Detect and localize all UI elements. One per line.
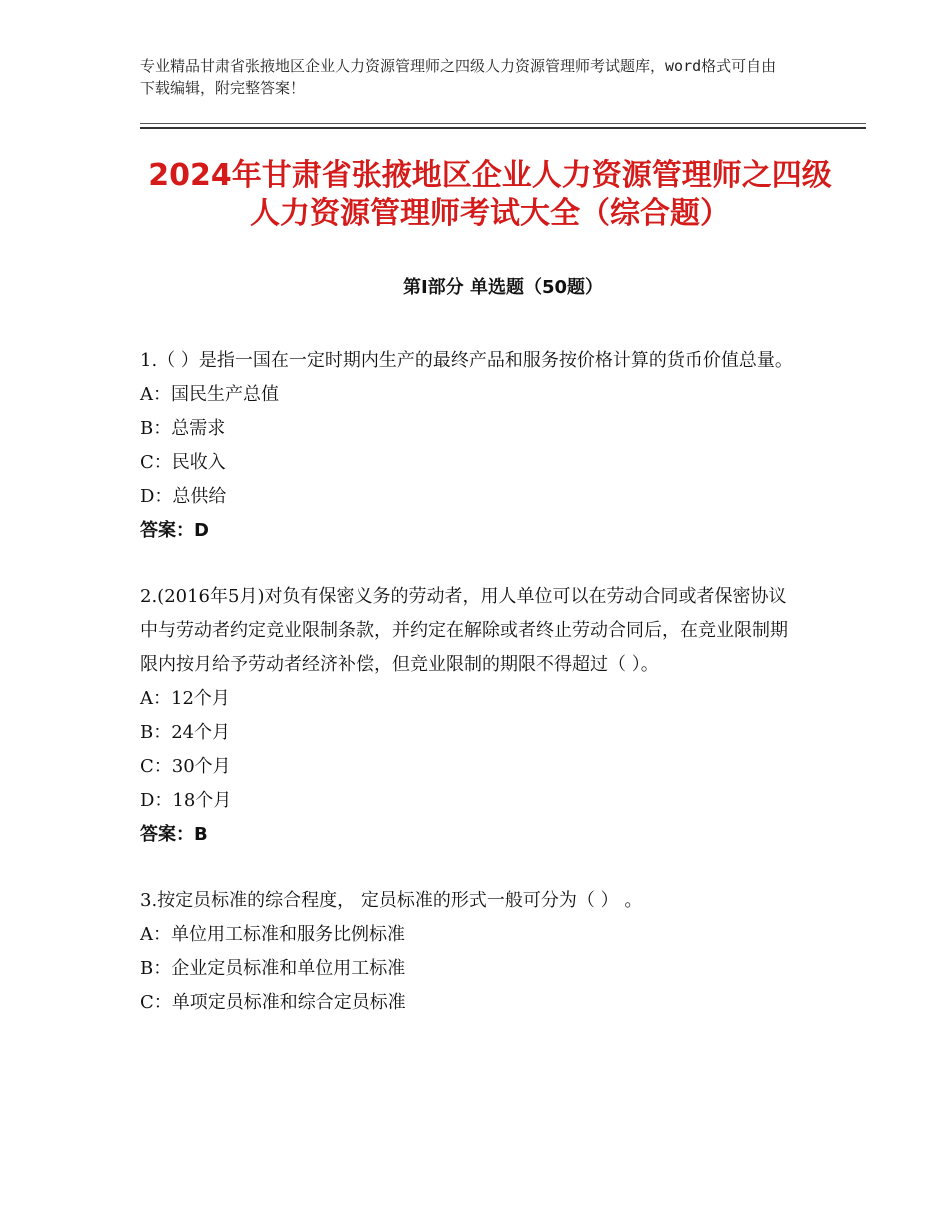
question-text: 1.（ ）是指一国在一定时期内生产的最终产品和服务按价格计算的货币价值总量。: [140, 350, 793, 371]
question-text: 2.(2016年5月)对负有保密义务的劳动者，用人单位可以在劳动合同或者保密协议中与劳动者约定竞业限制条款，并约定在解除或者终止劳动合同后，在竞业限制期限内按月给予劳动者经济补偿，但竞业限制的期限不得超过（ ）。: [140, 586, 788, 675]
option-d: D：18个月: [140, 790, 232, 811]
document-title: 2024年甘肃省张掖地区企业人力资源管理师之四级人力资源管理师考试大全（综合题）: [148, 158, 832, 231]
option-a: A：单位用工标准和服务比例标准: [140, 924, 405, 945]
option-c: C：30个月: [140, 756, 231, 777]
answer-label: 答案：B: [140, 824, 208, 845]
option-c: C：民收入: [140, 452, 226, 473]
option-b: B：24个月: [140, 722, 231, 743]
option-a: A：12个月: [140, 688, 230, 709]
option-c: C：单项定员标准和综合定员标准: [140, 992, 406, 1013]
option-a: A：国民生产总值: [140, 384, 279, 405]
header-divider-thick: [140, 127, 866, 129]
header-divider-thin: [140, 123, 866, 124]
option-b: B：总需求: [140, 418, 226, 439]
question-item: [140, 344, 800, 548]
question-item: [140, 884, 800, 1020]
answer-label: 答案：D: [140, 520, 209, 541]
question-item: [140, 580, 800, 852]
header-note: 专业精品甘肃省张掖地区企业人力资源管理师之四级人力资源管理师考试题库，word格式可自由下载编辑，附完整答案！: [140, 57, 777, 97]
question-list: [140, 344, 800, 1052]
section-title: 第Ⅰ部分 单选题（50题）: [402, 277, 603, 298]
option-b: B：企业定员标准和单位用工标准: [140, 958, 406, 979]
question-text: 3.按定员标准的综合程度， 定员标准的形式一般可分为（ ） 。: [140, 890, 643, 911]
option-d: D：总供给: [140, 486, 227, 507]
